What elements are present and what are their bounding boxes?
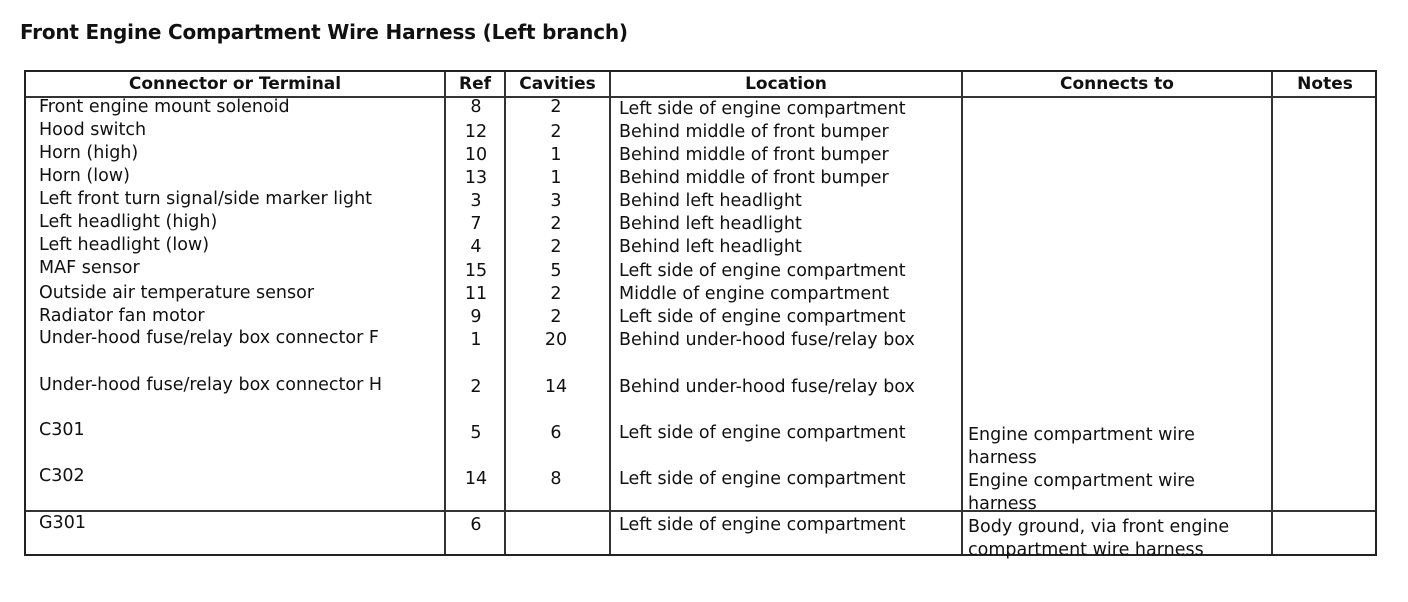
cell-cavities: 2 [550,237,562,257]
cell-ref: 10 [464,145,488,165]
cell-cavities: 5 [550,261,562,281]
cell-connector: Left headlight (high) [39,212,218,232]
cell-connector: Horn (high) [39,143,139,163]
cell-location: Behind middle of front bumper [619,122,889,142]
cell-connector: Horn (low) [39,166,130,186]
header-ref: Ref [458,74,492,94]
cell-cavities: 2 [550,284,562,304]
cell-ref: 1 [470,330,482,350]
cell-connector: C301 [39,420,85,440]
column-divider [961,72,963,554]
cell-cavities: 2 [550,307,562,327]
cell-ref: 12 [464,122,488,142]
cell-cavities: 20 [544,330,568,350]
harness-table [24,70,1377,560]
cell-ref: 4 [470,237,482,257]
cell-ref: 13 [464,168,488,188]
cell-location: Behind middle of front bumper [619,145,889,165]
cell-cavities: 2 [550,214,562,234]
cell-connector: Under-hood fuse/relay box connector H [39,375,383,395]
cell-cavities: 1 [550,168,562,188]
cell-ref: 11 [464,284,488,304]
cell-ref: 2 [470,377,482,397]
cell-ref: 6 [470,515,482,535]
cell-cavities: 1 [550,145,562,165]
cell-connector: Left front turn signal/side marker light [39,189,373,209]
cell-ref: 5 [470,423,482,443]
page-title: Front Engine Compartment Wire Harness (Left branch) [20,20,628,44]
column-divider [609,72,611,554]
cell-location: Behind left headlight [619,214,802,234]
cell-cavities: 2 [550,97,562,117]
cell-ref: 3 [470,191,482,211]
header-connector: Connector or Terminal [128,74,342,94]
cell-cavities: 14 [544,377,568,397]
cell-connector: G301 [39,513,86,533]
cell-location: Behind under-hood fuse/relay box [619,330,915,350]
header-connects-to: Connects to [1060,74,1174,94]
cell-location: Left side of engine compartment [619,307,906,327]
cell-connector: Under-hood fuse/relay box connector F [39,328,379,348]
cell-ref: 14 [464,469,488,489]
header-notes: Notes [1297,74,1353,94]
cell-connects-to: Engine compartment wire harness [968,425,1195,468]
header-location: Location [745,74,827,94]
cell-location: Left side of engine compartment [619,469,906,489]
cell-ref: 15 [464,261,488,281]
cell-ref: 8 [470,97,482,117]
cell-cavities: 8 [550,469,562,489]
cell-location: Behind left headlight [619,191,802,211]
cell-location: Left side of engine compartment [619,515,906,535]
column-divider [1271,72,1273,554]
cell-location: Behind middle of front bumper [619,168,889,188]
cell-connector: Left headlight (low) [39,235,210,255]
cell-connector: Outside air temperature sensor [39,283,315,303]
cell-location: Left side of engine compartment [619,99,906,119]
cell-connects-to: Body ground, via front engine compartment wire harness [968,517,1230,560]
cell-location: Behind under-hood fuse/relay box [619,377,915,397]
cell-ref: 7 [470,214,482,234]
cell-cavities: 3 [550,191,562,211]
cell-connector: Hood switch [39,120,147,140]
cell-connector: C302 [39,466,85,486]
cell-cavities: 6 [550,423,562,443]
header-cavities: Cavities [519,74,596,94]
cell-location: Behind left headlight [619,237,802,257]
cell-connector: Front engine mount solenoid [39,97,290,117]
cell-location: Left side of engine compartment [619,423,906,443]
cell-connector: MAF sensor [39,258,140,278]
cell-connector: Radiator fan motor [39,306,205,326]
cell-location: Middle of engine compartment [619,284,890,304]
cell-ref: 9 [470,307,482,327]
cell-connects-to: Engine compartment wire harness [968,471,1195,514]
cell-location: Left side of engine compartment [619,261,906,281]
cell-cavities: 2 [550,122,562,142]
